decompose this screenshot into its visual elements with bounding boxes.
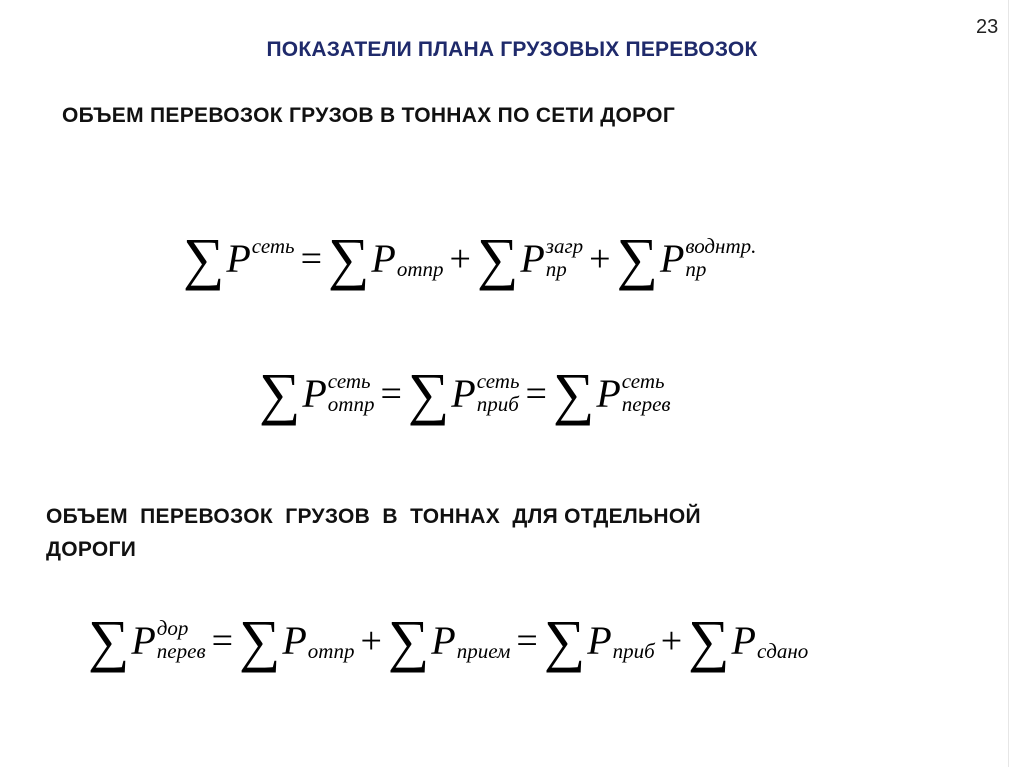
formula-term: [476, 226, 584, 291]
subscript: приб: [476, 392, 519, 416]
variable-p: P: [131, 618, 156, 663]
subscript: отпр: [327, 392, 375, 416]
equals-sign: =: [525, 373, 547, 415]
sum-symbol: ∑: [88, 608, 130, 673]
superscript: сеть: [476, 369, 520, 393]
formula-term: [407, 361, 520, 426]
sum-symbol: ∑: [259, 361, 301, 426]
section-heading-network: ОБЪЕМ ПЕРЕВОЗОК ГРУЗОВ В ТОННАХ ПО СЕТИ ДОРОГ: [62, 104, 676, 127]
formula-term: [328, 226, 444, 291]
equals-sign: =: [516, 620, 538, 662]
formula-term: [688, 608, 809, 673]
subscript: прием: [456, 639, 511, 663]
superscript: [613, 618, 655, 641]
section-heading-single-road: [46, 500, 946, 566]
variable-p: P: [282, 618, 307, 663]
variable-p: P: [731, 618, 756, 663]
formula-road-volume: [88, 608, 809, 673]
sum-symbol: ∑: [183, 226, 225, 291]
heading-line: ДОРОГИ: [46, 538, 137, 561]
sum-symbol: ∑: [239, 608, 281, 673]
sum-symbol: ∑: [387, 608, 430, 673]
heading-line: ОБЪЕМ ПЕРЕВОЗОК ГРУЗОВ В ТОННАХ ДЛЯ ОТДЕЛЬНОЙ: [46, 505, 701, 528]
formula-term: [259, 361, 375, 426]
formula-term: [552, 361, 671, 426]
variable-p: P: [302, 371, 327, 416]
page-number: 23: [976, 16, 999, 38]
formula-network-equality: [259, 361, 671, 426]
slide-title: ПОКАЗАТЕЛИ ПЛАНА ГРУЗОВЫХ ПЕРЕВОЗОК: [266, 38, 758, 61]
sum-symbol: ∑: [688, 608, 730, 673]
subscript: отпр: [396, 257, 444, 281]
superscript: загр: [545, 234, 584, 258]
formula-term: [239, 608, 355, 673]
variable-p: P: [587, 618, 612, 663]
subscript: [252, 259, 295, 282]
variable-p: P: [596, 371, 621, 416]
superscript: [457, 618, 511, 641]
subscript: перев: [621, 392, 671, 416]
equals-sign: =: [300, 238, 323, 280]
variable-p: P: [226, 236, 251, 281]
superscript: [397, 236, 444, 259]
superscript: сеть: [251, 234, 295, 258]
plus-sign: +: [360, 620, 382, 662]
sum-symbol: ∑: [328, 226, 370, 291]
equals-sign: =: [380, 373, 402, 415]
superscript: [757, 618, 808, 641]
subscript: приб: [612, 639, 655, 663]
sum-symbol: ∑: [616, 226, 658, 291]
superscript: сеть: [621, 369, 665, 393]
sum-symbol: ∑: [407, 361, 450, 426]
sum-symbol: ∑: [476, 226, 519, 291]
formula-term: [616, 226, 757, 291]
sum-symbol: ∑: [552, 361, 595, 426]
subscript: пр: [685, 257, 707, 281]
superscript: сеть: [327, 369, 371, 393]
right-edge-line: [1008, 0, 1009, 767]
plus-sign: +: [660, 620, 683, 662]
variable-p: P: [659, 236, 685, 281]
subscript: перев: [156, 639, 206, 663]
variable-p: P: [431, 618, 456, 663]
sum-symbol: ∑: [543, 608, 586, 673]
subscript: сдано: [756, 639, 809, 663]
formula-network-volume: [183, 226, 757, 291]
variable-p: P: [371, 236, 396, 281]
subscript: отпр: [307, 639, 355, 663]
formula-term: [88, 608, 206, 673]
formula-term: [387, 608, 511, 673]
subscript: пр: [545, 257, 567, 281]
equals-sign: =: [211, 620, 233, 662]
plus-sign: +: [449, 238, 471, 280]
superscript: дор: [156, 616, 189, 640]
formula-term: [543, 608, 655, 673]
variable-p: P: [520, 236, 545, 281]
plus-sign: +: [589, 238, 611, 280]
formula-term: [183, 226, 295, 291]
superscript: [308, 618, 355, 641]
superscript: воднтр.: [685, 234, 757, 258]
variable-p: P: [451, 371, 476, 416]
